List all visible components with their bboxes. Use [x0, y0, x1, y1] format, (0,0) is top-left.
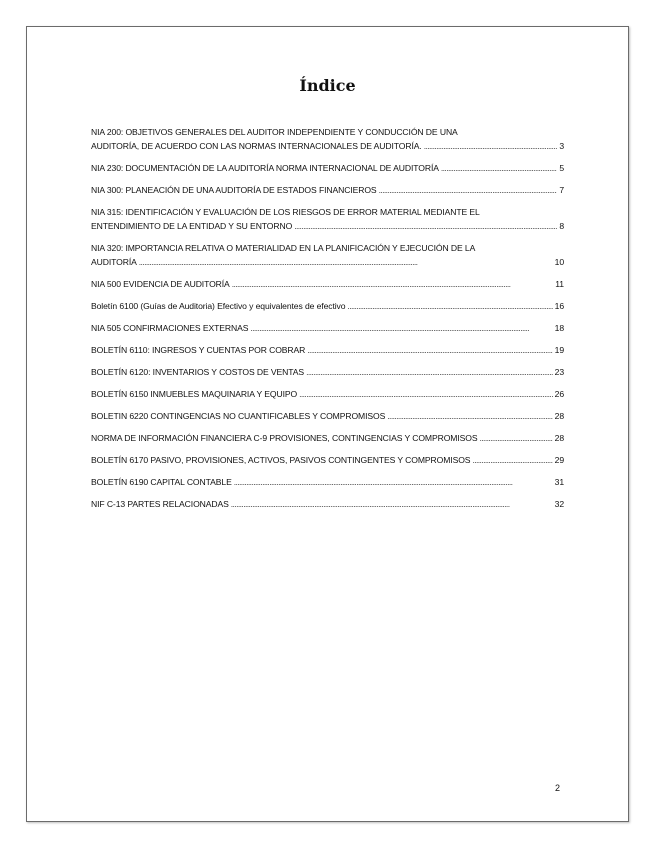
toc-entry-page: 16 — [554, 301, 564, 311]
toc-entry-page: 32 — [554, 499, 564, 509]
dot-leader — [307, 343, 552, 357]
dot-leader — [480, 431, 553, 445]
toc-entry-page: 31 — [554, 477, 564, 487]
dot-leader — [347, 299, 552, 313]
toc-entry[interactable] — [91, 453, 564, 467]
toc-entry-page: 19 — [554, 345, 564, 355]
toc-entry-title: NIA 300: PLANEACIÓN DE UNA AUDITORÍA DE ESTADOS FINANCIEROS — [91, 185, 377, 195]
toc-entry-title-line1: NIA 320: IMPORTANCIA RELATIVA O MATERIALIDAD EN LA PLANIFICACIÓN Y EJECUCIÓN DE LA — [91, 243, 476, 253]
toc-entry-title: BOLETÍN 6190 CAPITAL CONTABLE — [91, 477, 232, 487]
toc-entry-page: 18 — [554, 323, 564, 333]
dot-leader — [232, 277, 554, 291]
toc-entry-title: NORMA DE INFORMACIÓN FINANCIERA C-9 PROVISIONES, CONTINGENCIAS Y COMPROMISOS — [91, 433, 478, 443]
toc-entry-page: 28 — [554, 411, 564, 421]
toc-entry-title: AUDITORÍA, DE ACUERDO CON LAS NORMAS INTERNACIONALES DE AUDITORÍA. — [91, 141, 422, 151]
dot-leader — [424, 139, 558, 153]
toc-entry-page: 8 — [559, 221, 564, 231]
toc-entry-page: 23 — [554, 367, 564, 377]
toc-entry[interactable] — [91, 241, 564, 269]
toc-entry[interactable] — [91, 277, 564, 291]
toc-entry[interactable] — [91, 183, 564, 197]
toc-entry-page: 29 — [554, 455, 564, 465]
toc-entry-title: NIA 500 EVIDENCIA DE AUDITORÍA — [91, 279, 230, 289]
toc-entry-title: NIA 230: DOCUMENTACIÓN DE LA AUDITORÍA NORMA INTERNACIONAL DE AUDITORÍA — [91, 163, 439, 173]
toc-entry-title: NIA 505 CONFIRMACIONES EXTERNAS — [91, 323, 249, 333]
toc-entry-title: AUDITORÍA — [91, 257, 137, 267]
dot-leader — [472, 453, 552, 467]
toc-entry-title: BOLETÍN 6170 PASIVO, PROVISIONES, ACTIVOS, PASIVOS CONTINGENTES Y COMPROMISOS — [91, 455, 471, 465]
toc-entry-title: BOLETIN 6220 CONTINGENCIAS NO CUANTIFICABLES Y COMPROMISOS — [91, 411, 386, 421]
page-number: 2 — [555, 783, 561, 793]
dot-leader — [139, 255, 553, 269]
toc-entry[interactable] — [91, 125, 564, 153]
toc-entry-page: 28 — [554, 433, 564, 443]
dot-leader — [234, 475, 553, 489]
dot-leader — [379, 183, 558, 197]
toc-entry-title: BOLETÍN 6120: INVENTARIOS Y COSTOS DE VENTAS — [91, 367, 305, 377]
toc-entry[interactable] — [91, 343, 564, 357]
page-title: Índice — [299, 76, 356, 95]
toc-entry[interactable] — [91, 321, 564, 335]
toc-entry[interactable] — [91, 409, 564, 423]
toc-entry-title: BOLETÍN 6110: INGRESOS Y CUENTAS POR COBRAR — [91, 345, 306, 355]
toc-entry-title-line1: NIA 200: OBJETIVOS GENERALES DEL AUDITOR INDEPENDIENTE Y CONDUCCIÓN DE UNA — [91, 127, 458, 137]
dot-leader — [250, 321, 552, 335]
toc-entry-title: BOLETÍN 6150 INMUEBLES MAQUINARIA Y EQUIPO — [91, 389, 298, 399]
toc-entry[interactable] — [91, 431, 564, 445]
toc-entry-title: Boletín 6100 (Guías de Auditoria) Efectivo y equivalentes de efectivo — [91, 301, 346, 311]
toc-entry-page: 11 — [555, 279, 564, 289]
toc-entry[interactable] — [91, 205, 564, 233]
toc-entry[interactable] — [91, 475, 564, 489]
dot-leader — [387, 409, 552, 423]
table-of-contents — [91, 125, 564, 519]
toc-entry-page: 10 — [554, 257, 564, 267]
toc-entry[interactable] — [91, 299, 564, 313]
dot-leader — [231, 497, 553, 511]
toc-entry[interactable] — [91, 365, 564, 379]
dot-leader — [306, 365, 553, 379]
toc-entry-page: 3 — [559, 141, 564, 151]
dot-leader — [294, 219, 557, 233]
toc-entry[interactable] — [91, 387, 564, 401]
toc-entry[interactable] — [91, 161, 564, 175]
toc-entry-title: NIF C-13 PARTES RELACIONADAS — [91, 499, 229, 509]
dot-leader — [441, 161, 557, 175]
toc-entry-page: 26 — [554, 389, 564, 399]
toc-entry-page: 5 — [559, 163, 564, 173]
dot-leader — [299, 387, 553, 401]
toc-entry[interactable] — [91, 497, 564, 511]
toc-entry-title: ENTENDIMIENTO DE LA ENTIDAD Y SU ENTORNO — [91, 221, 293, 231]
toc-entry-title-line1: NIA 315: IDENTIFICACIÓN Y EVALUACIÓN DE LOS RIESGOS DE ERROR MATERIAL MEDIANTE EL — [91, 207, 480, 217]
toc-entry-page: 7 — [559, 185, 564, 195]
